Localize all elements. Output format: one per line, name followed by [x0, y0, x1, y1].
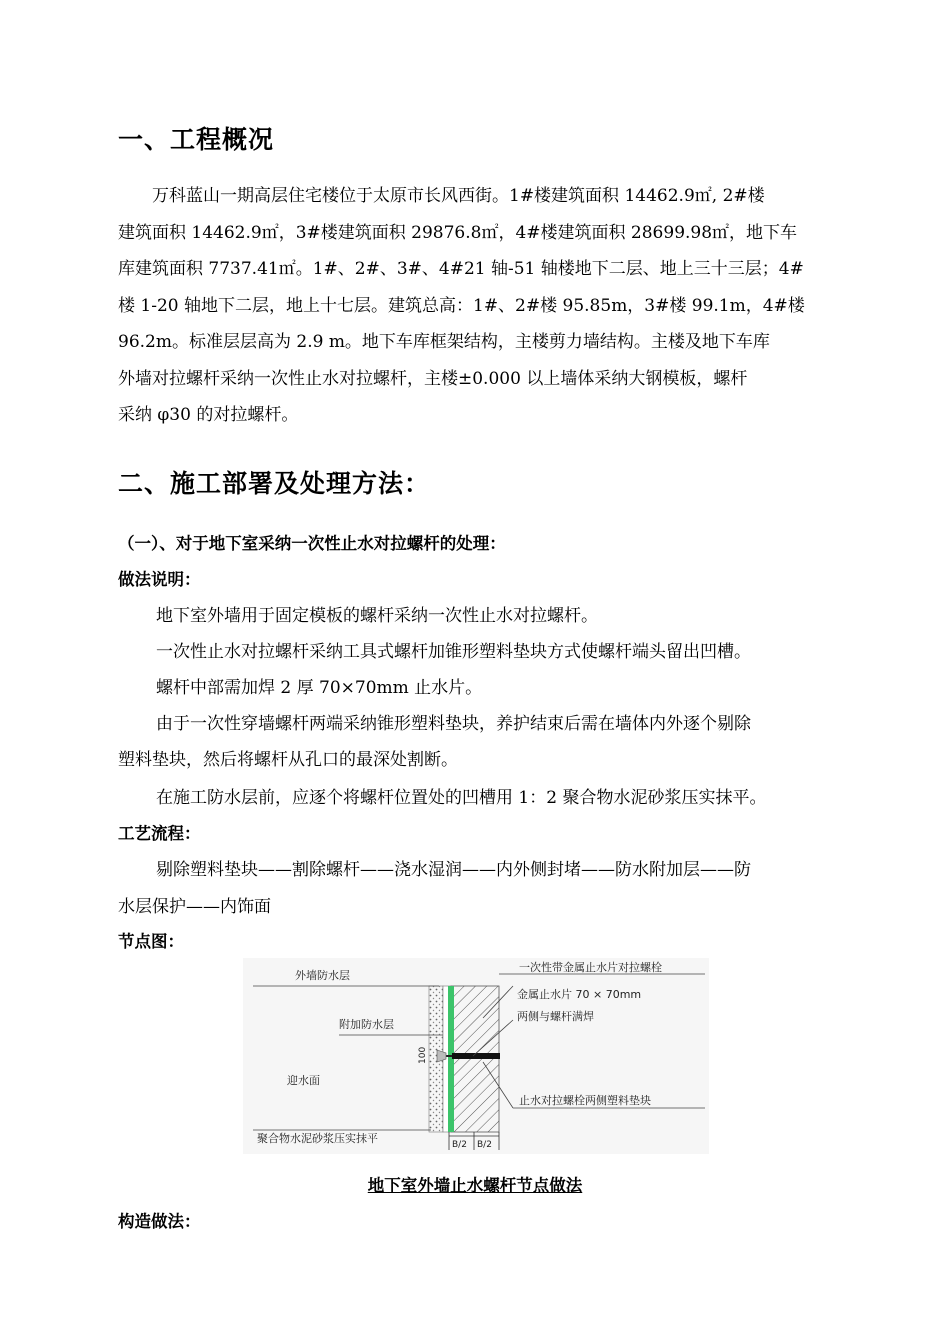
process-line: 剔除塑料垫块——割除螺杆——浇水湿润——内外侧封堵——防水附加层——防: [156, 860, 751, 880]
label-dim-b2-left: B/2: [452, 1140, 467, 1150]
figure-caption: 地下室外墙止水螺杆节点做法: [367, 1176, 583, 1195]
overview-line: 采纳 φ30 的对拉螺杆。: [118, 405, 299, 425]
label-outer-waterproof-layer: 外墙防水层: [295, 969, 350, 982]
overview-line: 库建筑面积 7737.41㎡。1#、2#、3#、4#21 轴-51 轴楼地下二层、地上三十三层；4#: [118, 259, 804, 279]
label-dim-b2-right: B/2: [477, 1140, 492, 1150]
label-water-facing-side: 迎水面: [287, 1074, 320, 1087]
method-line: 地下室外墙用于固定模板的螺杆采纳一次性止水对拉螺杆。: [156, 606, 598, 626]
construction-label: 构造做法：: [118, 1212, 201, 1231]
method-line: 一次性止水对拉螺杆采纳工具式螺杆加锥形塑料垫块方式使螺杆端头留出凹槽。: [156, 642, 751, 662]
waterstop-bolt-node-diagram: [243, 958, 709, 1154]
label-metal-waterstop: 金属止水片 70 × 70mm: [517, 988, 642, 1001]
overview-line: 建筑面积 14462.9㎡，3#楼建筑面积 29876.8㎡，4#楼建筑面积 28699.98㎡，地下车: [118, 222, 798, 243]
method-label: 做法说明：: [118, 570, 201, 589]
label-full-weld: 两侧与螺杆满焊: [517, 1010, 594, 1023]
overview-line: 楼 1-20 轴地下二层，地上十七层。建筑总高：1#、2#楼 95.85m，3#楼 99.1m，4#楼: [118, 295, 805, 316]
process-label: 工艺流程：: [118, 824, 201, 843]
overview-line: 万科蓝山一期高层住宅楼位于太原市长风西街。1#楼建筑面积 14462.9㎡, 2#楼: [118, 186, 765, 206]
label-additional-waterproof-layer: 附加防水层: [339, 1018, 394, 1031]
metal-waterstop-plate: [452, 1053, 500, 1059]
method-line: 塑料垫块，然后将螺杆从孔口的最深处割断。: [118, 750, 458, 770]
label-dim-100: 100: [418, 1046, 428, 1064]
method-line: 螺杆中部需加焊 2 厚 70×70mm 止水片。: [156, 678, 483, 698]
section2-heading: 二、施工部署及处理方法：: [118, 469, 431, 498]
method-line: 由于一次性穿墙螺杆两端采纳锥形塑料垫块，养护结束后需在墙体内外逐个剔除: [156, 714, 751, 734]
overview-line: 外墙对拉螺杆采纳一次性止水对拉螺杆，主楼±0.000 以上墙体采纳大钢模板，螺杆: [118, 368, 748, 389]
node-diagram-label: 节点图：: [118, 932, 184, 951]
subsection-heading: （一）、对于地下室采纳一次性止水对拉螺杆的处理：: [118, 534, 506, 553]
process-line: 水层保护——内饰面: [118, 897, 271, 917]
overview-line: 96.2m。标准层层高为 2.9 m。地下车库框架结构，主楼剪力墙结构。主楼及地下车库: [118, 332, 770, 352]
project-overview-paragraph: [118, 178, 838, 434]
label-polymer-mortar: 聚合物水泥砂浆压实抹平: [257, 1132, 378, 1145]
method-line: 在施工防水层前，应逐个将螺杆位置处的凹槽用 1：2 聚合物水泥砂浆压实抹平。: [156, 788, 767, 808]
section1-heading: 一、工程概况: [118, 125, 275, 154]
label-disposable-bolt: 一次性带金属止水片对拉螺栓: [519, 961, 662, 974]
label-plastic-spacer: 止水对拉螺栓两侧塑料垫块: [519, 1094, 651, 1107]
